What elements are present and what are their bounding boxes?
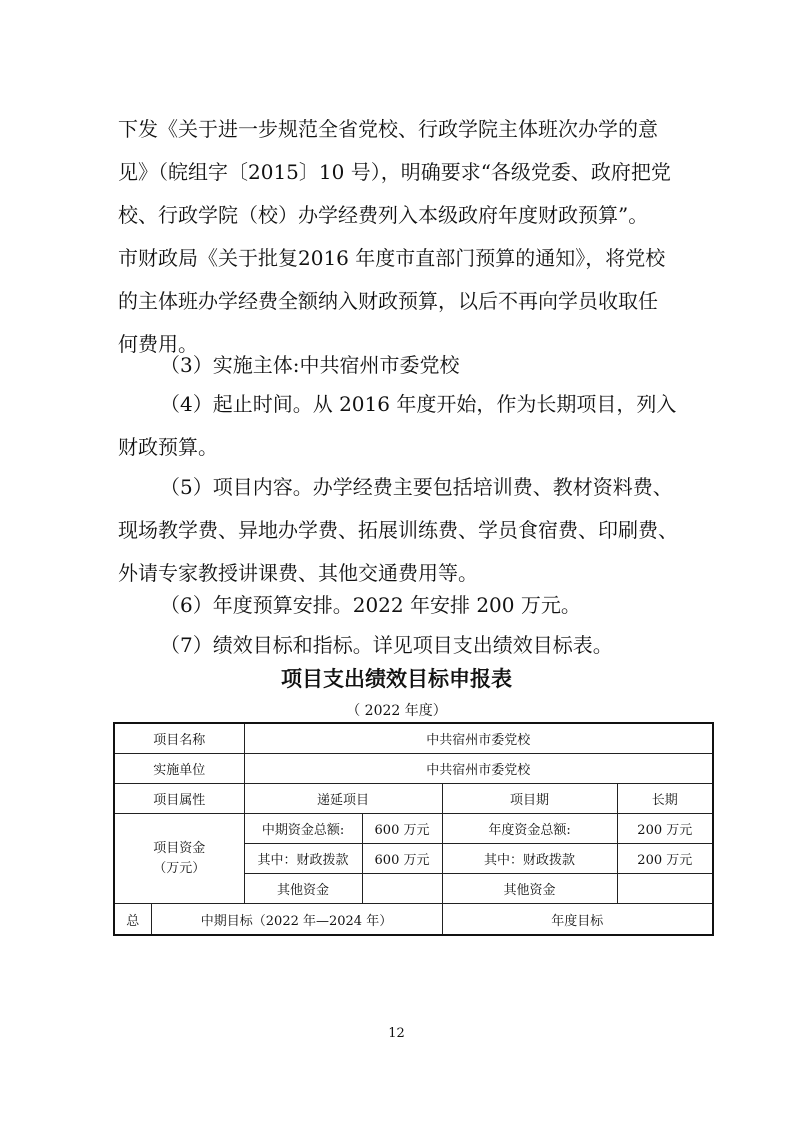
year-fiscal-value: 200 万元 — [617, 844, 713, 874]
paragraph-background — [118, 108, 708, 366]
text-line: （7）绩效目标和指标。详见项目支出绩效目标表。 — [160, 633, 613, 657]
text-line: 校、行政学院（校）办学经费列入本级政府年度财政预算”。 — [118, 203, 649, 227]
mid-goal-label: 中期目标（2022 年—2024 年） — [151, 904, 442, 936]
paragraph-implementer — [118, 344, 708, 387]
text-line: 财政预算。 — [118, 435, 218, 459]
mid-fiscal-label: 其中：财政拨款 — [244, 844, 362, 874]
paragraph-content — [118, 466, 708, 595]
period-label: 项目期 — [442, 784, 617, 814]
page-number: 12 — [388, 1026, 405, 1041]
table-row — [114, 754, 713, 784]
performance-goal-table — [113, 722, 714, 936]
paragraph-budget — [118, 584, 708, 627]
mid-total-value: 600 万元 — [362, 814, 442, 844]
text-line: 见》（皖组字〔2015〕10 号），明确要求“各级党委、政府把党 — [118, 160, 671, 184]
text-line: 现场教学费、异地办学费、拓展训练费、学员食宿费、印刷费、 — [118, 518, 678, 542]
year-fiscal-label: 其中：财政拨款 — [442, 844, 617, 874]
year-total-label: 年度资金总额: — [442, 814, 617, 844]
text-line: 的主体班办学经费全额纳入财政预算，以后不再向学员收取任 — [118, 289, 658, 313]
table-row — [114, 814, 713, 844]
text-line: （3）实施主体:中共宿州市委党校 — [160, 353, 460, 377]
period-value: 长期 — [617, 784, 713, 814]
table-subtitle: （ 2022 年度） — [346, 703, 447, 719]
year-total-value: 200 万元 — [617, 814, 713, 844]
year-other-funds-label: 其他资金 — [442, 874, 617, 904]
text-line: （4）起止时间。从 2016 年度开始，作为长期项目，列入 — [160, 392, 677, 416]
impl-unit-value: 中共宿州市委党校 — [244, 754, 713, 784]
text-line: 何费用。 — [118, 332, 198, 356]
attr-label: 项目属性 — [114, 784, 244, 814]
text-line: （6）年度预算安排。2022 年安排 200 万元。 — [160, 593, 581, 617]
attr-value: 递延项目 — [244, 784, 442, 814]
project-name-value: 中共宿州市委党校 — [244, 723, 713, 754]
paragraph-period — [118, 383, 708, 469]
total-label: 总 — [114, 904, 151, 936]
year-other-funds-value — [617, 874, 713, 904]
impl-unit-label: 实施单位 — [114, 754, 244, 784]
paragraph-goals — [118, 624, 708, 667]
text-line: 外请专家教授讲课费、其他交通费用等。 — [118, 561, 478, 585]
mid-fiscal-value: 600 万元 — [362, 844, 442, 874]
funds-label — [114, 814, 244, 904]
funds-label-line: 项目资金 — [153, 840, 206, 856]
table-row — [114, 723, 713, 754]
text-line: （5）项目内容。办学经费主要包括培训费、教材资料费、 — [160, 475, 673, 499]
table-row — [114, 784, 713, 814]
funds-label-line: （万元） — [153, 860, 206, 876]
mid-other-funds-label: 其他资金 — [244, 874, 362, 904]
text-line: 下发《关于进一步规范全省党校、行政学院主体班次办学的意 — [118, 117, 658, 141]
table-row — [114, 904, 713, 936]
table-title: 项目支出绩效目标申报表 — [281, 667, 512, 691]
text-line: 市财政局《关于批复2016 年度市直部门预算的通知》，将党校 — [118, 246, 666, 270]
year-goal-label: 年度目标 — [442, 904, 713, 936]
mid-other-funds-value — [362, 874, 442, 904]
project-name-label: 项目名称 — [114, 723, 244, 754]
mid-total-label: 中期资金总额: — [244, 814, 362, 844]
